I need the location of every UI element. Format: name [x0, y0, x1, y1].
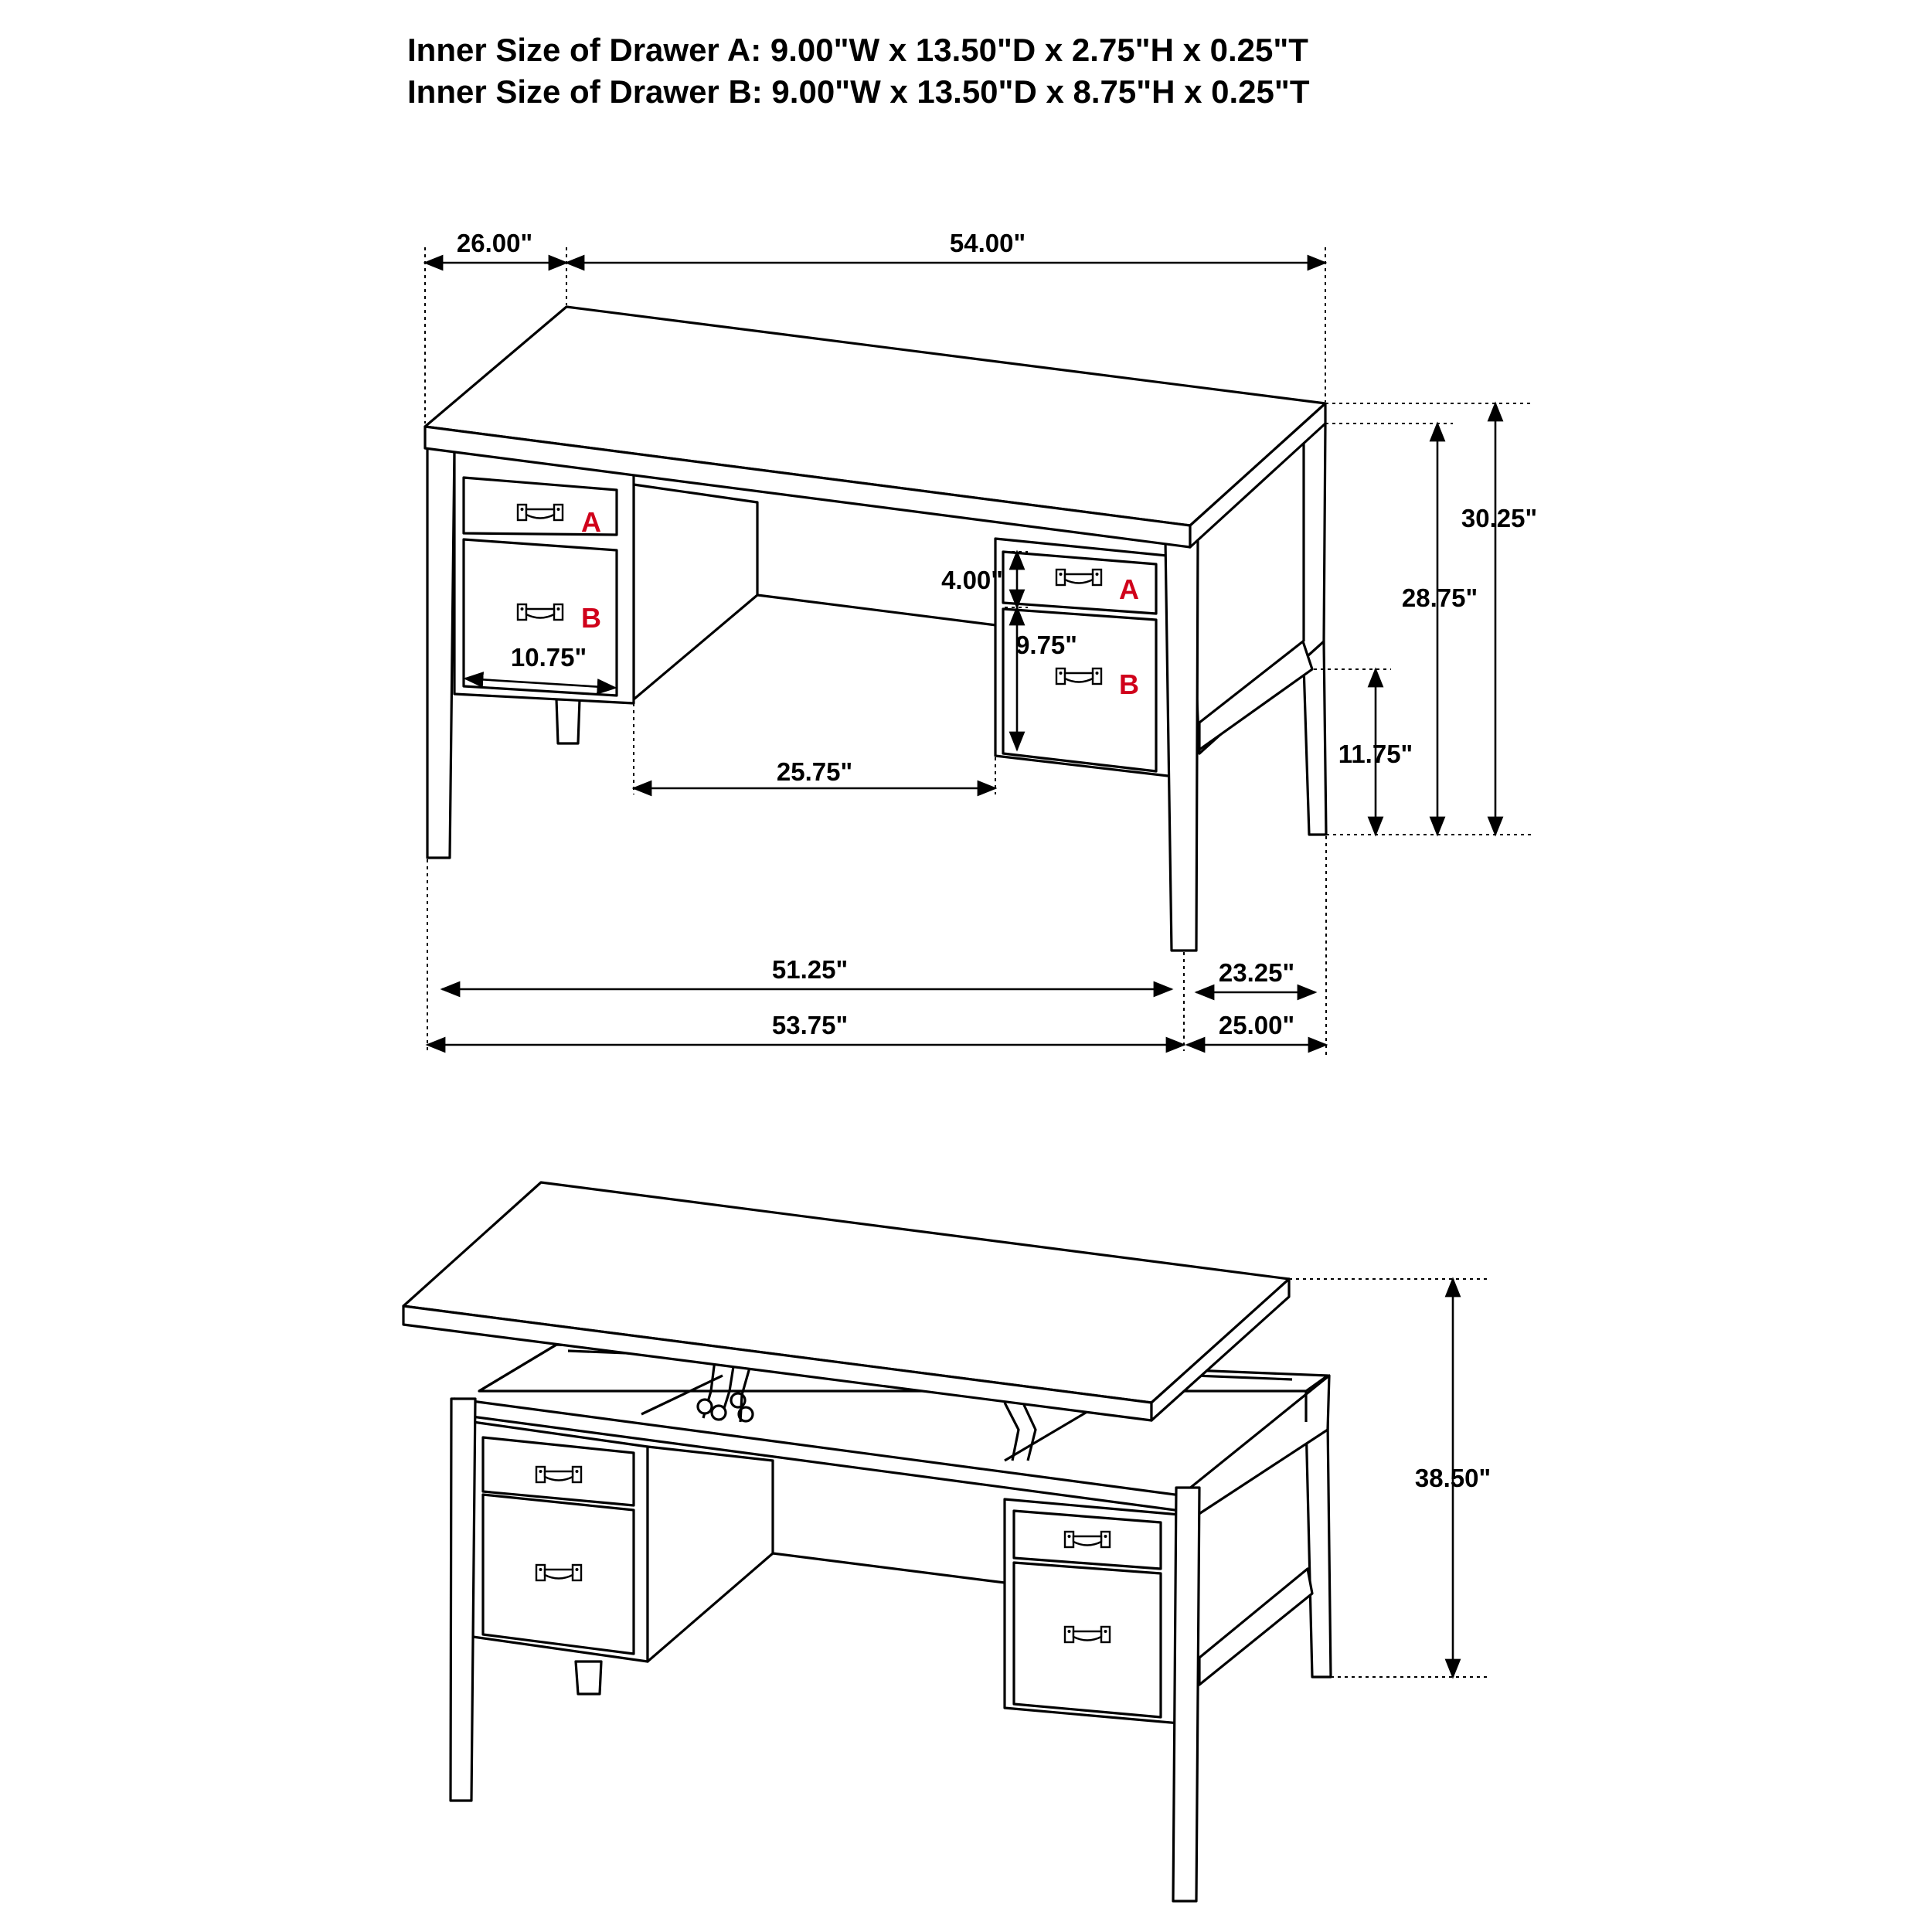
drawer-label-a-right: A: [1119, 573, 1139, 605]
dim-side-leg-span: 23.25": [1218, 958, 1295, 987]
dim-leg-span: 51.25": [771, 955, 849, 984]
drawer-b-inner-size: Inner Size of Drawer B: 9.00"W x 13.50"D x 8.75"H x 0.25"T: [407, 73, 1310, 110]
dim-inner-height: 28.75": [1401, 583, 1478, 612]
drawer-label-b-right: B: [1119, 668, 1139, 700]
desk-lift-top-view: [403, 1182, 1331, 1901]
drawer-label-a-left: A: [581, 506, 601, 538]
drawer-a-inner-size: Inner Size of Drawer A: 9.00"W x 13.50"D x 2.75"H x 0.25"T: [407, 32, 1308, 68]
dim-side-depth: 25.00": [1218, 1011, 1295, 1039]
drawer-label-b-left: B: [581, 602, 601, 634]
dim-drawer-a-height: 4.00": [941, 566, 1003, 594]
dim-depth: 26.00": [456, 229, 533, 257]
desk-front-view: [425, 307, 1326, 951]
dim-overall-height: 30.25": [1461, 504, 1538, 532]
dim-lifted-height: 38.50": [1414, 1464, 1492, 1492]
dim-drawer-width: 10.75": [510, 643, 587, 672]
dim-kneehole-width: 25.75": [776, 757, 853, 786]
dim-base-width: 53.75": [771, 1011, 849, 1039]
dim-stretcher-height: 11.75": [1338, 740, 1413, 768]
dim-drawer-b-height: 9.75": [1015, 631, 1077, 659]
dim-width-top: 54.00": [949, 229, 1026, 257]
